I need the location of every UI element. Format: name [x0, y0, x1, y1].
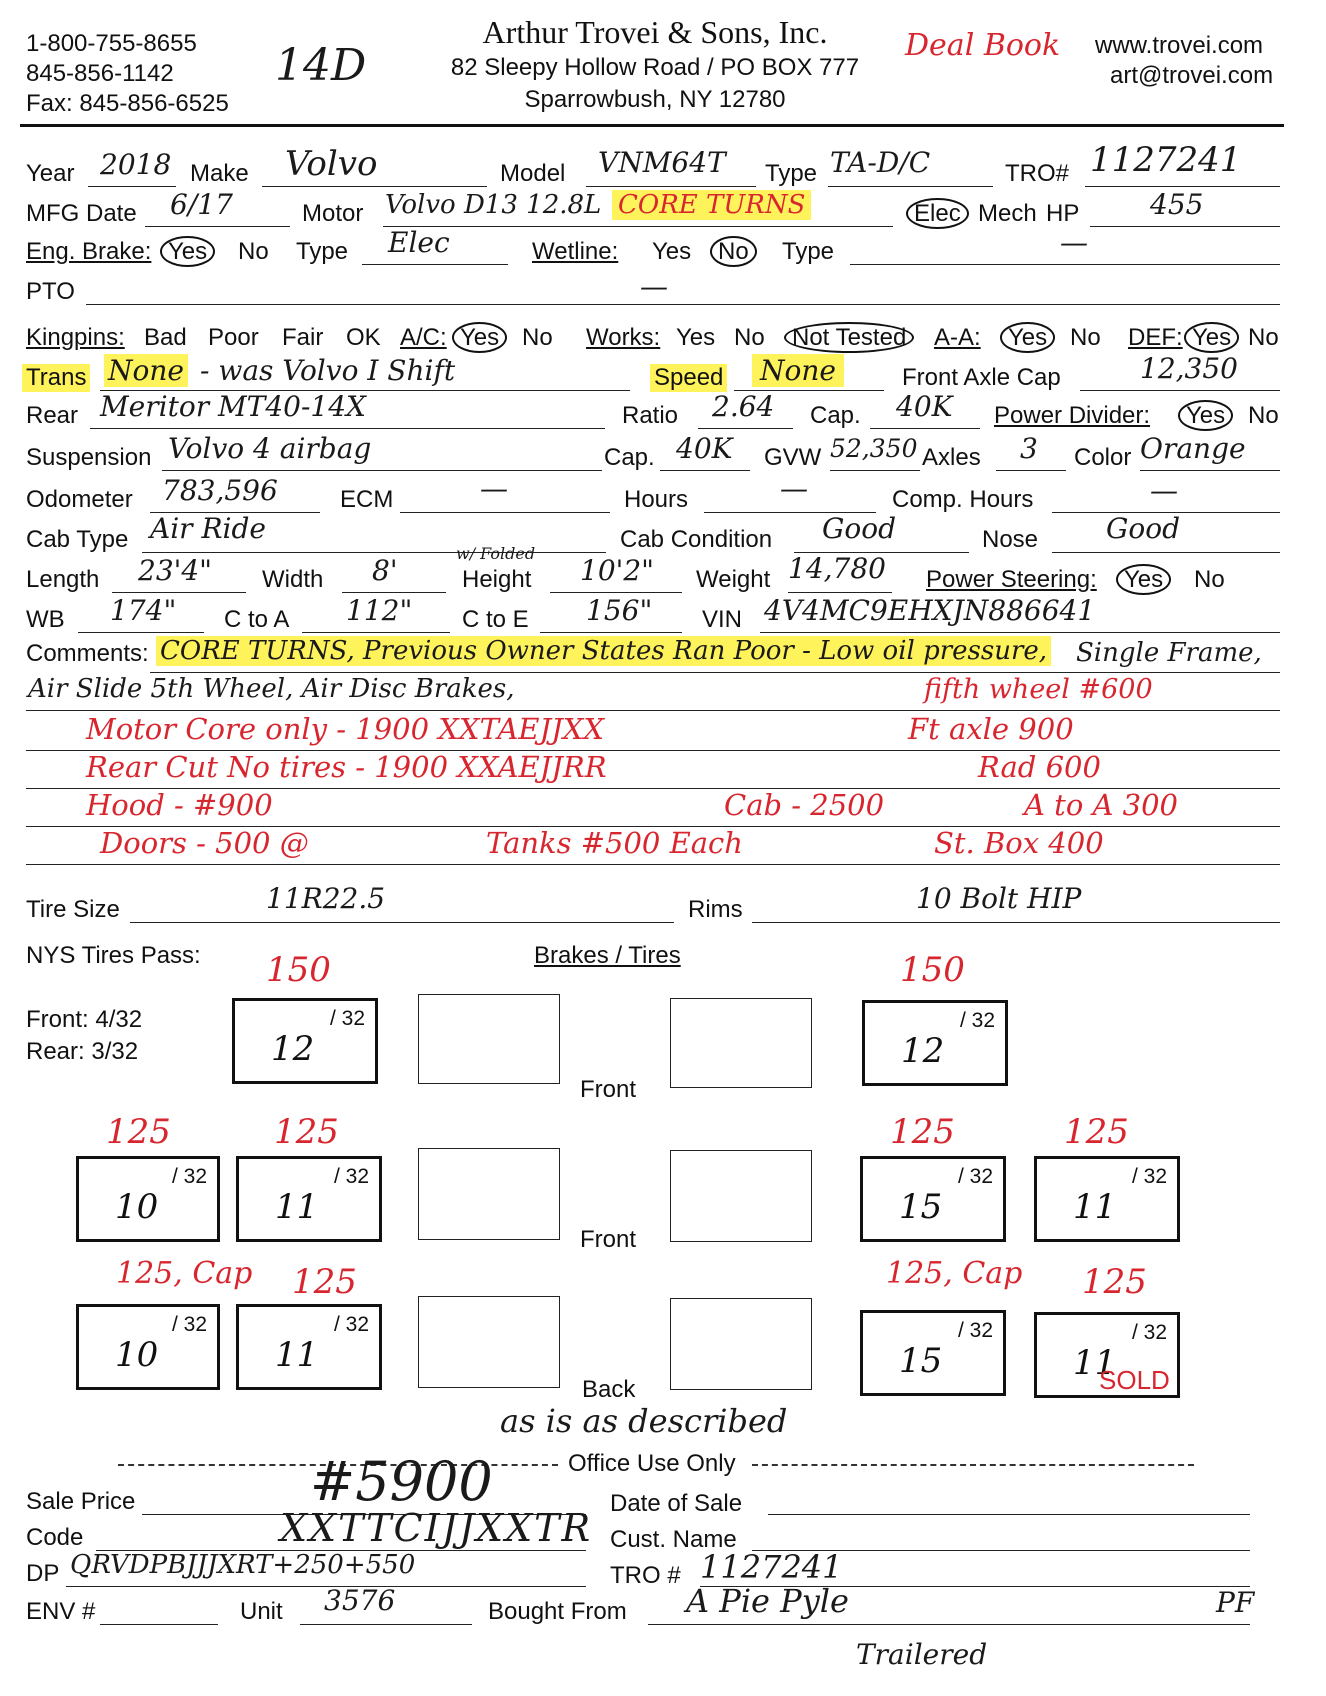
tread-unit: / 32: [1131, 1165, 1167, 1188]
color-value[interactable]: Orange: [1140, 432, 1246, 465]
unit-line: [300, 1624, 472, 1625]
email[interactable]: art@trovei.com: [1110, 62, 1274, 89]
code-label: Code: [26, 1524, 84, 1551]
nose-line: [1052, 552, 1280, 553]
make-line: [262, 186, 487, 187]
height-line: [550, 592, 682, 593]
rear-line: [90, 428, 605, 429]
tire-price: 125, Cap: [116, 1256, 253, 1291]
pto-line: [86, 304, 1280, 305]
motor-core-note: CORE TURNS: [612, 190, 811, 220]
initials: PF: [1216, 1586, 1255, 1619]
tread-unit: / 32: [333, 1165, 369, 1188]
tire-drive2-left-inner[interactable]: [236, 1304, 382, 1390]
rear-cap-label: Cap.: [810, 402, 861, 429]
def-yes[interactable]: Yes: [1184, 322, 1239, 353]
note-fifth-wheel[interactable]: fifth wheel #600: [924, 674, 1153, 705]
tread-depth: 10: [115, 1187, 159, 1227]
note-step-box[interactable]: St. Box 400: [934, 826, 1104, 860]
tire-price: 125: [1082, 1262, 1147, 1302]
ratio-line: [698, 428, 793, 429]
hours-label: Hours: [624, 486, 689, 513]
eng-type-value[interactable]: Elec: [388, 226, 450, 259]
vin-line: [760, 632, 1280, 633]
tire-price: 125: [292, 1262, 357, 1302]
trans-label: Trans: [22, 364, 90, 392]
works-no[interactable]: No: [734, 324, 765, 351]
brake-drive2-right[interactable]: [670, 1298, 812, 1390]
rims-line: [752, 922, 1280, 923]
sale-price-label: Sale Price: [26, 1488, 136, 1515]
ecm-label: ECM: [340, 486, 394, 513]
weight-line: [788, 592, 892, 593]
note-hood[interactable]: Hood - #900: [86, 788, 273, 822]
tread-depth: 12: [271, 1029, 315, 1069]
tire-price: 125, Cap: [886, 1256, 1023, 1291]
tire-drive2-left-outer[interactable]: [76, 1304, 220, 1390]
note-doors[interactable]: Doors - 500 @: [100, 826, 309, 860]
color-label: Color: [1074, 444, 1132, 471]
rear-value[interactable]: Meritor MT40-14X: [100, 390, 366, 423]
comment-text-2[interactable]: Air Slide 5th Wheel, Air Disc Brakes,: [28, 674, 515, 704]
comment-line-1: [150, 672, 1280, 673]
bought-from-value[interactable]: A Pie Pyle: [686, 1582, 849, 1620]
motor-label: Motor: [302, 200, 364, 227]
tire-drive2-right-outer[interactable]: [1034, 1312, 1180, 1398]
tire-price: 150: [266, 950, 331, 990]
c-to-a-line: [302, 632, 450, 633]
tire-drive1-right-outer[interactable]: [1034, 1156, 1180, 1242]
tire-price: 125: [274, 1112, 339, 1152]
susp-cap-label: Cap.: [604, 444, 655, 471]
bought-from-line: [648, 1624, 1250, 1625]
tread-unit: / 32: [959, 1009, 995, 1032]
type-value[interactable]: TA-D/C: [830, 146, 931, 179]
office-dash-right: [752, 1464, 1194, 1466]
c-to-e-label: C to E: [462, 606, 529, 633]
tread-depth: 12: [901, 1031, 945, 1071]
tread-unit: / 32: [171, 1165, 207, 1188]
vin-value[interactable]: 4V4MC9EHXJN886641: [764, 594, 1096, 627]
tread-unit: / 32: [957, 1319, 993, 1342]
odometer-value[interactable]: 783,596: [162, 474, 278, 507]
suspension-value[interactable]: Volvo 4 airbag: [168, 432, 372, 465]
aa-yes[interactable]: Yes: [1000, 322, 1055, 353]
note-tanks[interactable]: Tanks #500 Each: [486, 826, 743, 860]
tire-size-value[interactable]: 11R22.5: [266, 882, 386, 915]
ac-label: A/C:: [400, 324, 447, 351]
wetline-type-line: [850, 264, 1280, 265]
nose-value[interactable]: Good: [1106, 512, 1181, 545]
tire-drive1-left-inner[interactable]: [236, 1156, 382, 1242]
tire-price: 125: [106, 1112, 171, 1152]
tread-unit: / 32: [957, 1165, 993, 1188]
comment-text-1[interactable]: CORE TURNS, Previous Owner States Ran Poor - Low oil pressure,: [156, 636, 1051, 666]
c-to-a-label: C to A: [224, 606, 290, 633]
brakes-tires-label: Brakes / Tires: [534, 942, 681, 969]
tire-price: 125: [890, 1112, 955, 1152]
tread-depth: 10: [115, 1335, 159, 1375]
model-line: [586, 186, 756, 187]
year-line: [88, 186, 176, 187]
note-rear-cut[interactable]: Rear Cut No tires - 1900 XXAEJJRR: [86, 750, 607, 784]
note-ft-axle[interactable]: Ft axle 900: [908, 712, 1074, 746]
ratio-label: Ratio: [622, 402, 679, 429]
env-line[interactable]: [100, 1624, 218, 1625]
works-label: Works:: [586, 324, 661, 351]
tread-unit: / 32: [171, 1313, 207, 1336]
nose-label: Nose: [982, 526, 1039, 553]
mech-label[interactable]: Mech: [978, 200, 1037, 227]
aa-no[interactable]: No: [1070, 324, 1101, 351]
date-of-sale-label: Date of Sale: [610, 1490, 743, 1517]
ac-yes[interactable]: Yes: [452, 322, 507, 353]
pto-label: PTO: [26, 278, 75, 305]
power-steering-label: Power Steering:: [926, 566, 1097, 593]
rear-cap-line: [870, 428, 980, 429]
tread-depth: 11: [1073, 1187, 1117, 1227]
vin-label: VIN: [702, 606, 743, 633]
company-name: Arthur Trovei & Sons, Inc.: [482, 14, 828, 50]
width-label: Width: [262, 566, 324, 593]
rear-requirement: Rear: 3/32: [26, 1038, 139, 1065]
tread-unit: / 32: [333, 1313, 369, 1336]
tro-value[interactable]: 1127241: [1090, 140, 1242, 180]
stamp-code: 14D: [275, 40, 367, 91]
eng-type-label: Type: [296, 238, 349, 265]
date-of-sale-line[interactable]: [768, 1514, 1250, 1515]
note-motor-core[interactable]: Motor Core only - 1900 XXTAEJJXX: [86, 712, 604, 746]
rims-label: Rims: [688, 896, 743, 923]
gvw-value[interactable]: 52,350: [830, 434, 918, 463]
power-divider-yes[interactable]: Yes: [1178, 400, 1233, 431]
weight-label: Weight: [696, 566, 771, 593]
dp-label: DP: [26, 1560, 60, 1587]
comment-text-1b[interactable]: Single Frame,: [1076, 638, 1262, 668]
length-label: Length: [26, 566, 100, 593]
gvw-label: GVW: [764, 444, 822, 471]
tire-steer-right[interactable]: [862, 1000, 1008, 1086]
tread-depth: 11: [1073, 1343, 1117, 1383]
note-a-to-a[interactable]: A to A 300: [1024, 788, 1179, 822]
power-divider-no[interactable]: No: [1248, 402, 1279, 429]
sale-price-value[interactable]: #5900: [310, 1450, 493, 1513]
works-not-tested[interactable]: Not Tested: [784, 322, 914, 353]
suspension-line: [162, 470, 602, 471]
comment-line-6: [26, 864, 1280, 865]
wb-label: WB: [26, 606, 65, 633]
cab-condition-label: Cab Condition: [620, 526, 773, 553]
header-divider: [20, 124, 1284, 127]
note-cab[interactable]: Cab - 2500: [724, 788, 885, 822]
front-axle-label: Front: [580, 1076, 637, 1103]
wetline-label: Wetline:: [532, 238, 619, 265]
tire-drive1-left-outer[interactable]: [76, 1156, 220, 1242]
trailered-note: Trailered: [856, 1638, 988, 1671]
odometer-label: Odometer: [26, 486, 133, 513]
mfg-date-value[interactable]: 6/17: [170, 188, 233, 221]
tire-drive1-right-inner[interactable]: [860, 1156, 1006, 1242]
rear-label: Rear: [26, 402, 79, 429]
motor-value[interactable]: Volvo D13 12.8L: [385, 190, 602, 220]
bought-from-label: Bought From: [488, 1598, 627, 1625]
tread-depth: 11: [275, 1335, 319, 1375]
ecm-value[interactable]: —: [480, 472, 508, 505]
nys-tires-label: NYS Tires Pass:: [26, 942, 201, 969]
kingpins-fair[interactable]: Fair: [282, 324, 324, 351]
tire-steer-left[interactable]: [232, 998, 378, 1084]
height-value[interactable]: 10'2": [580, 554, 655, 587]
susp-cap-value[interactable]: 40K: [676, 432, 733, 465]
hp-label: HP: [1046, 200, 1080, 227]
susp-cap-line: [660, 470, 750, 471]
ac-no[interactable]: No: [522, 324, 553, 351]
wb-line: [78, 632, 204, 633]
cab-condition-value[interactable]: Good: [822, 512, 897, 545]
power-steering-yes[interactable]: Yes: [1116, 564, 1171, 595]
speed-label: Speed: [650, 364, 727, 392]
kingpins-bad[interactable]: Bad: [144, 324, 187, 351]
brake-steer-right[interactable]: [670, 998, 812, 1088]
c-to-a-value[interactable]: 112": [346, 594, 413, 627]
mfg-date-label: MFG Date: [26, 200, 137, 227]
cab-type-line: [142, 552, 606, 553]
eng-brake-no[interactable]: No: [238, 238, 269, 265]
tread-unit: / 32: [329, 1007, 365, 1030]
ratio-value[interactable]: 2.64: [712, 390, 775, 423]
website[interactable]: www.trovei.com: [1095, 32, 1264, 59]
color-line: [1140, 470, 1280, 471]
comp-hours-label: Comp. Hours: [892, 486, 1034, 513]
width-line: [342, 592, 446, 593]
tro-office-value[interactable]: 1127241: [700, 1548, 843, 1586]
ecm-line: [400, 512, 610, 513]
cust-name-label: Cust. Name: [610, 1526, 737, 1553]
gvw-line: [830, 470, 920, 471]
height-label: Height: [462, 566, 532, 593]
front-drive-label: Front: [580, 1226, 637, 1253]
pto-value[interactable]: —: [640, 270, 668, 303]
env-label: ENV #: [26, 1598, 96, 1625]
length-value[interactable]: 23'4": [138, 554, 213, 587]
tread-depth: 11: [275, 1187, 319, 1227]
type-line: [828, 186, 993, 187]
tire-price: 125: [1064, 1112, 1129, 1152]
type-label: Type: [765, 160, 818, 187]
tro-label: TRO#: [1005, 160, 1070, 187]
rims-value[interactable]: 10 Bolt HIP: [916, 882, 1082, 915]
comments-label: Comments:: [26, 640, 149, 667]
tread-depth: 15: [899, 1341, 943, 1381]
elec-label[interactable]: Elec: [906, 198, 969, 229]
year-value[interactable]: 2018: [100, 148, 172, 181]
dp-value[interactable]: QRVDPBJJJXRT+250+550: [70, 1550, 416, 1580]
tread-unit: / 32: [1131, 1321, 1167, 1344]
length-line: [112, 592, 246, 593]
brake-drive1-right[interactable]: [670, 1150, 812, 1242]
code-value[interactable]: XXTTCIJJXXTR: [280, 1506, 593, 1550]
def-no[interactable]: No: [1248, 324, 1279, 351]
height-note: w/ Folded: [456, 544, 536, 563]
def-label: DEF:: [1128, 324, 1183, 351]
kingpins-label: Kingpins:: [26, 324, 125, 351]
unit-value[interactable]: 3576: [324, 1584, 396, 1617]
tire-price: 150: [900, 950, 965, 990]
model-value[interactable]: VNM64T: [598, 146, 726, 179]
front-requirement: Front: 4/32: [26, 1006, 143, 1033]
phone-2: 845-856-1142: [26, 60, 174, 87]
aa-label: A-A:: [934, 324, 981, 351]
mfg-date-line: [145, 226, 290, 227]
power-divider-label: Power Divider:: [994, 402, 1151, 429]
eng-brake-label: Eng. Brake:: [26, 238, 152, 265]
motor-line: [383, 226, 893, 227]
tire-drive2-right-inner[interactable]: [860, 1310, 1006, 1396]
office-use-label: Office Use Only: [568, 1450, 736, 1477]
wetline-yes[interactable]: Yes: [652, 238, 692, 265]
wb-value[interactable]: 174": [110, 594, 177, 627]
brake-steer-left[interactable]: [418, 994, 560, 1084]
company-address-1: 82 Sleepy Hollow Road / PO BOX 777: [450, 54, 860, 81]
wetline-no[interactable]: No: [710, 236, 757, 267]
year-label: Year: [26, 160, 75, 187]
tire-size-label: Tire Size: [26, 896, 120, 923]
tro-office-label: TRO #: [610, 1562, 681, 1589]
axles-line: [996, 470, 1066, 471]
tire-size-line: [130, 922, 674, 923]
power-steering-no[interactable]: No: [1194, 566, 1225, 593]
front-axle-cap-label: Front Axle Cap: [902, 364, 1061, 391]
wetline-type-label: Type: [782, 238, 835, 265]
make-value[interactable]: Volvo: [285, 144, 378, 184]
model-label: Model: [500, 160, 566, 187]
rear-cap-value[interactable]: 40K: [896, 390, 953, 423]
kingpins-ok[interactable]: OK: [346, 324, 381, 351]
sold-label: SOLD: [1099, 1365, 1170, 1395]
cab-type-value[interactable]: Air Ride: [150, 512, 266, 545]
c-to-e-value[interactable]: 156": [586, 594, 653, 627]
suspension-label: Suspension: [26, 444, 152, 471]
c-to-e-line: [540, 632, 682, 633]
cab-type-label: Cab Type: [26, 526, 129, 553]
note-rad[interactable]: Rad 600: [978, 750, 1101, 784]
eng-type-line: [362, 264, 508, 265]
as-is-note: as is as described: [500, 1402, 788, 1440]
works-yes[interactable]: Yes: [676, 324, 716, 351]
back-axle-label: Back: [582, 1376, 636, 1403]
unit-label: Unit: [240, 1598, 283, 1625]
fax-number: Fax: 845-856-6525: [26, 90, 229, 117]
hp-line: [1090, 226, 1280, 227]
elec-option: [906, 200, 969, 228]
trans-value[interactable]: None: [104, 354, 188, 387]
phone-1: 1-800-755-8655: [26, 30, 197, 57]
weight-value[interactable]: 14,780: [788, 552, 886, 585]
tro-line: [1085, 186, 1280, 187]
speed-value[interactable]: None: [752, 354, 844, 387]
deal-book-note: Deal Book: [905, 28, 1061, 63]
wetline-type-value[interactable]: —: [1060, 226, 1088, 259]
company-address-2: Sparrowbush, NY 12780: [524, 86, 786, 113]
width-value[interactable]: 8': [372, 554, 398, 587]
front-axle-cap-line: [1080, 390, 1280, 391]
axles-label: Axles: [922, 444, 981, 471]
make-label: Make: [190, 160, 249, 187]
front-axle-cap-value[interactable]: 12,350: [1140, 352, 1238, 385]
hours-value[interactable]: —: [780, 472, 808, 505]
comment-line-2: [26, 710, 1280, 711]
hp-value[interactable]: 455: [1150, 188, 1204, 221]
kingpins-poor[interactable]: Poor: [208, 324, 259, 351]
comp-hours-value[interactable]: —: [1150, 474, 1178, 507]
tread-depth: 15: [899, 1187, 943, 1227]
eng-brake-yes[interactable]: Yes: [160, 236, 215, 267]
trans-note: - was Volvo I Shift: [200, 354, 456, 387]
brake-drive2-left[interactable]: [418, 1296, 560, 1388]
brake-drive1-left[interactable]: [418, 1148, 560, 1240]
axles-value[interactable]: 3: [1020, 432, 1038, 465]
